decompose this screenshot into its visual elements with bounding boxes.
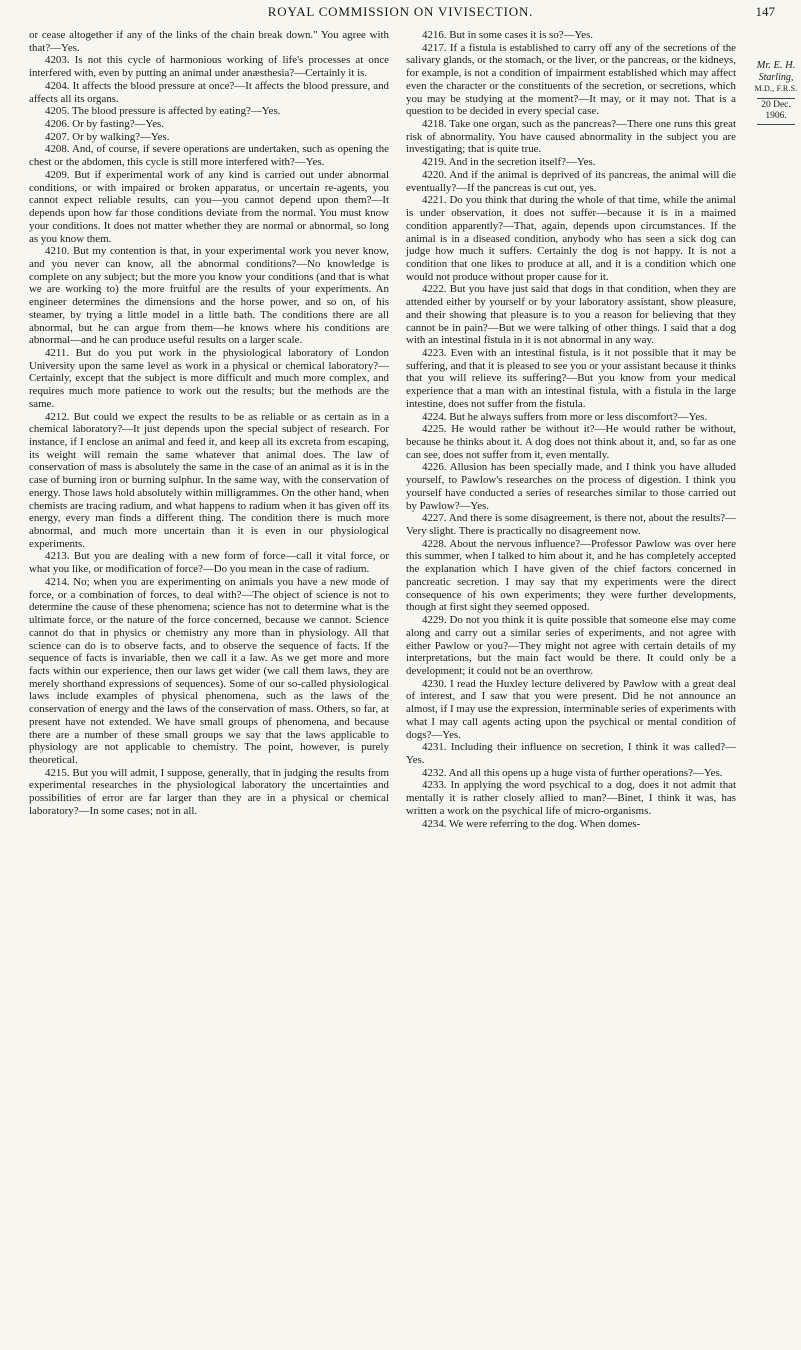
testimony-paragraph: 4223. Even with an intestinal fistula, is it not possible that it may be suffering, and that it is pleased to see you or your assistant because it thinks that you will relieve its suffering?—But you know from your medical experience that a man with an intestinal fistula, with a fistula in the large intestine, does not suffer from the fistula. <box>406 346 736 410</box>
testimony-paragraph: 4230. I read the Huxley lecture delivered by Pawlow with a great deal of interest, and I saw that you were present. Did he not announce an almost, if I may use the expression, interminable series of experiments with what I may call agents acting upon the psychical or mental condition of dogs?—Yes. <box>406 677 736 741</box>
page-number: 147 <box>755 4 775 19</box>
left-text-column <box>29 29 389 818</box>
testimony-paragraph: 4203. Is not this cycle of harmonious working of life's processes at once interfered with, even by putting an animal under anæsthesia?—Certainly it is. <box>29 54 389 80</box>
testimony-paragraph: 4207. Or by walking?—Yes. <box>45 130 170 143</box>
testimony-paragraph: 4220. And if the animal is deprived of its pancreas, the animal will die eventually?—If the pancreas is cut out, yes. <box>406 168 736 194</box>
testimony-paragraph: 4208. And, of course, if severe operations are undertaken, such as opening the chest or the abdomen, this cycle is still more interfered with?—Yes. <box>29 143 389 169</box>
testimony-paragraph: 4215. But you will admit, I suppose, generally, that in judging the results from experimental researches in the physiological laboratory the uncertainties and possibilities of error are far larger than they are in a physical or chemical laboratory?—In some cases; not in all. <box>29 766 389 817</box>
testimony-paragraph: 4210. But my contention is that, in your experimental work you never know, and you never can know, all the abnormal conditions?—No knowledge is complete on any subject; but the more you know your conditions (and that is what we are working to) the more fruitful are the results of your experiments. An engineer determines the dimensions and the horse power, and so on, of his steamer, by trying a little model in a little bath. The conditions there are all abnormal, but he can argue from them—he knows where his conditions are abnormal—and he can produce useful results on a larger scale. <box>29 245 389 347</box>
testimony-paragraph: 4226. Allusion has been specially made, and I think you have alluded yourself, to Pawlow's researches on the process of digestion. I think you yourself have conducted a series of researches similar to those carried out by Pawlow?—Yes. <box>406 461 736 512</box>
testimony-paragraph: 4221. Do you think that during the whole of that time, while the animal is under observation, it does not suffer—because it is in a maimed condition apparently?—That, again, depends upon circumstances. If the animal is in a diseased condition, anybody who has seen a sick dog can judge how much it suffers. Certainly the dog is not happy. It is not a condition that one likes to produce at all, and it is a condition which one would not produce without proper cause for it. <box>406 194 736 283</box>
testimony-paragraph: 4213. But you are dealing with a new form of force—call it vital force, or what you like, or modification of force?—Do you mean in the case of radium. <box>29 550 389 576</box>
testimony-paragraph: 4209. But if experimental work of any kind is carried out under abnormal conditions, or with impaired or broken apparatus, or uncertain re-agents, you cannot expect reliable results, can you—you cannot depend upon them?—It depends upon how far those conditions deviate from the normal. You must know your conditions. It does not matter whether they are normal or abnormal, so long as you know them. <box>29 168 389 245</box>
margin-rule <box>757 124 795 125</box>
testimony-paragraph: 4229. Do not you think it is quite possible that someone else may come along and carry out a similar series of experiments, and not agree with either Pawlow or you?—They might not agree with certain details of my interpretations, but the main fact would be there. It could only be a development; it could not be an overthrow. <box>406 614 736 677</box>
testimony-paragraph: 4214. No; when you are experimenting on animals you have a new mode of force, or a combination of forces, to deal with?—The object of science is not to determine the cause of these phenomena; science has not to determine what is the ultimate force, or the nature of the force concerned, because we cannot. Science cannot do that in physics or chemistry any more than in physiology. All that science can do is to observe facts, and to observe the sequence of facts. If the sequence of facts is invariable, then we call it a law. As we get more and more facts within our experience, then our laws get wider (we call them laws, they are merely shorthand expressions of sequences). Some of our so-called physiological laws include examples of physical phenomena, such as the laws of the conservation of energy and the laws of the conservation of mass. Others, so far, at present have not extended. We have small groups of phenomena, and because there are a number of these small groups we say that the laws applicable to physiology are not applicable to chemistry. The point, however, is purely theoretical. <box>29 575 389 766</box>
witness-degrees: M.D., F.R.S. <box>754 84 798 93</box>
testimony-paragraph: 4234. We were referring to the dog. When domes- <box>422 817 641 830</box>
testimony-paragraph: 4228. About the nervous influence?—Professor Pawlow was over here this summer, when I talked to him about it, and he has completely accepted the explanation which I have given of the chief factors concerned in pancreatic secretion. I may say that my experiments were the direct consequence of his own experiments; they were further developments, though at first sight they seemed opposed. <box>406 537 736 614</box>
witness-name-line2: Starling, <box>758 71 794 83</box>
testimony-paragraph: 4232. And all this opens up a huge vista of further operations?—Yes. <box>422 766 723 779</box>
testimony-paragraph: 4233. In applying the word psychical to a dog, does it not admit that mentally it is rather closely allied to man?—Binet, I think it was, has written a work on the psychical life of micro-organisms. <box>406 779 736 817</box>
page-header <box>0 4 801 24</box>
testimony-paragraph: 4224. But he always suffers from more or less discomfort?—Yes. <box>422 410 708 423</box>
testimony-paragraph: 4216. But in some cases it is so?—Yes. <box>422 29 594 41</box>
margin-rule <box>757 98 795 99</box>
testimony-paragraph: 4231. Including their influence on secretion, I think it was called?—Yes. <box>406 741 736 766</box>
testimony-paragraph: 4217. If a fistula is established to carry off any of the secretions of the salivary glands, or the stomach, or the liver, or the pancreas, or the kidneys, for example, is not a condition of impairment established which may affect even the character or the constituents of the secretion, or secretions, which you may be studying at the moment?—It may, or it may not. That is a question to be decided in every special case. <box>406 41 736 118</box>
witness-margin-note <box>752 60 800 125</box>
testimony-paragraph: 4218. Take one organ, such as the pancreas?—There one runs this great risk of abnormality. You have caused abnormality in the subject you are investigating; that is quite true. <box>406 118 736 156</box>
testimony-paragraph: 4227. And there is some disagreement, is there not, about the results?—Very slight. There is practically no disagreement now. <box>406 512 736 538</box>
witness-name-line1: Mr. E. H. <box>756 60 796 71</box>
running-title: ROYAL COMMISSION ON VIVISECTION. <box>267 4 534 19</box>
right-text-column <box>406 29 736 830</box>
testimony-paragraph: 4212. But could we expect the results to be as reliable or as certain as in a chemical laboratory?—It just depends upon the special subject of research. For instance, if I enclose an animal and feed it, and keep all its excreta from escaping, its weight will remain the same whatever that animal does. The law of conservation of mass is absolutely the same in the case of an animal as it is in the case of burning iron or burning sulphur. In the same way, with the conservation of energy. Those laws hold absolutely within milligrammes. On the other hand, when chemists are tracing radium, and what happens to radium when it has given off its energy, every man finds a different thing. The condition there is much more abnormal, and much more uncertain than it is even in our physiological experiments. <box>29 410 389 550</box>
testimony-paragraph: 4225. He would rather be without it?—He would rather be without, because he thinks about it. A dog does not think about it, and, so far as one can see, does not suffer from it, even mentally. <box>406 423 736 461</box>
testimony-paragraph: 4205. The blood pressure is affected by eating?—Yes. <box>45 105 281 118</box>
testimony-paragraph: or cease altogether if any of the links of the chain break down." You agree with that?—Yes. <box>29 29 389 54</box>
testimony-paragraph: 4211. But do you put work in the physiological laboratory of London University upon the same level as work in a physical or chemical laboratory?—Certainly, except that the subject is more difficult and much more complex, and requires much more patience to work out the results; but the methods are the same. <box>29 346 389 410</box>
testimony-paragraph: 4222. But you have just said that dogs in that condition, when they are attended either by yourself or by your laboratory assistant, show pleasure, and their showing that pleasure is to you a reason for believing that they cannot be in pain?—But we were talking of other things. I said that a dog with an intestinal fistula in it is not abnormal in any way. <box>406 283 736 347</box>
testimony-paragraph: 4206. Or by fasting?—Yes. <box>45 118 164 131</box>
testimony-paragraph: 4204. It affects the blood pressure at once?—It affects the blood pressure, and affects all its organs. <box>29 79 389 105</box>
hearing-date: 20 Dec. 1906. <box>761 99 791 121</box>
testimony-paragraph: 4219. And in the secretion itself?—Yes. <box>422 156 596 169</box>
